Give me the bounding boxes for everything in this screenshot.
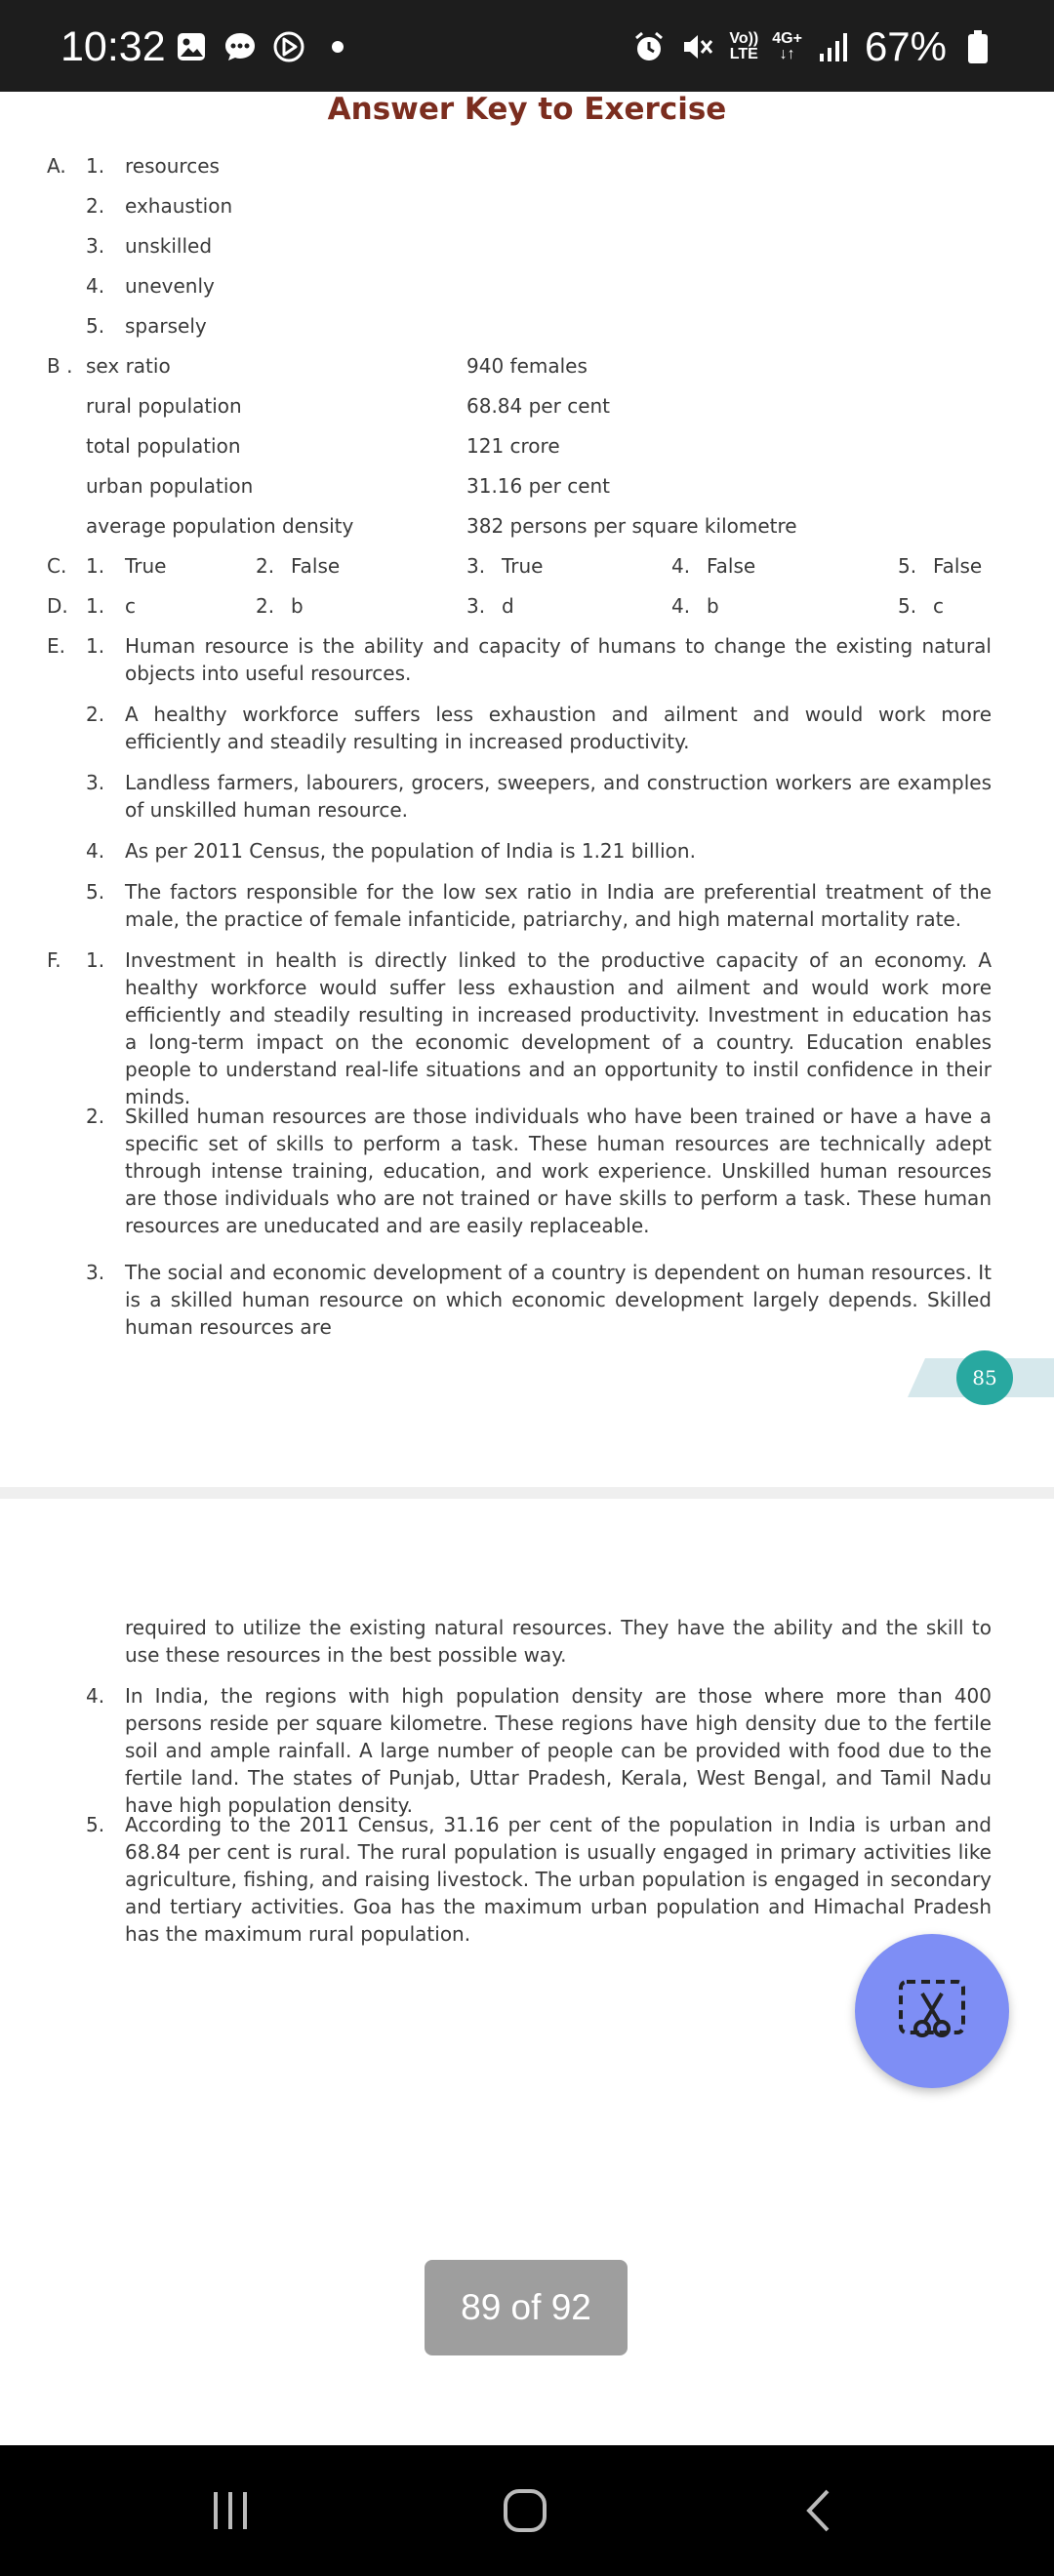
list-item-number: 5. (898, 554, 917, 578)
list-item: resources (125, 154, 220, 178)
match-value: 940 females (466, 354, 588, 378)
list-item-number: 5. (86, 880, 105, 904)
match-value: 382 persons per square kilometre (466, 514, 797, 538)
section-letter-a: A. (47, 154, 66, 178)
list-item-number: 1. (86, 948, 105, 972)
list-item-number: 3. (466, 594, 486, 618)
status-bar (0, 0, 1054, 92)
list-item: unskilled (125, 234, 213, 258)
list-item-number: 1. (86, 154, 105, 178)
list-item-number: 5. (86, 314, 105, 338)
list-item-number: 2. (86, 1105, 105, 1128)
match-term: rural population (86, 394, 242, 418)
list-item: b (291, 594, 304, 618)
list-item: False (707, 554, 756, 578)
answer-text: A healthy workforce suffers less exhaustion and ailment and would work more efficiently and steadily resulting in increased productivity. (125, 703, 992, 753)
answer-text: Landless farmers, labourers, grocers, sweepers, and construction workers are examples of unskilled human resource. (125, 771, 992, 822)
gallery-icon (174, 29, 209, 64)
volte-indicator: Vo)) LTE (729, 30, 759, 62)
list-item-number: 2. (86, 194, 105, 218)
page-divider (0, 1487, 1054, 1499)
back-button[interactable] (781, 2476, 859, 2545)
section-letter-d: D. (47, 594, 68, 618)
list-item: False (933, 554, 983, 578)
recents-button[interactable] (191, 2476, 269, 2545)
list-item: True (125, 554, 167, 578)
list-item-number: 2. (86, 703, 105, 726)
match-value: 31.16 per cent (466, 474, 611, 498)
home-button[interactable] (486, 2476, 564, 2545)
section-letter-e: E. (47, 634, 65, 658)
clock: 10:32 (61, 23, 166, 70)
section-letter-f: F. (47, 948, 61, 972)
list-item-number: 4. (86, 1684, 105, 1708)
list-item: True (502, 554, 544, 578)
list-item-number: 4. (671, 554, 691, 578)
answer-text-continued: required to utilize the existing natural resources. They have the ability and the skill to use these resources in the best possible way. (125, 1616, 992, 1667)
page-indicator: 89 of 92 (425, 2260, 628, 2355)
chat-icon (223, 29, 258, 64)
match-term: sex ratio (86, 354, 171, 378)
list-item: c (125, 594, 136, 618)
screenshot-crop-icon (895, 1974, 969, 2048)
list-item: unevenly (125, 274, 215, 298)
answer-text: In India, the regions with high population density are those where more than 400 persons reside per square kilometre. These regions have high density due to the fertile soil and ample rainfall. A large number of people can be provided with food due to the fertile land. The states of Punjab, Uttar Pradesh, Kerala, West Bengal, and Tamil Nadu have high population density. (125, 1684, 992, 1817)
list-item: sparsely (125, 314, 207, 338)
battery-icon (960, 29, 995, 64)
page-number-badge: 85 (956, 1350, 1013, 1405)
home-icon (501, 2486, 549, 2535)
navigation-bar (0, 2445, 1054, 2576)
section-letter-b: B . (47, 354, 73, 378)
answer-text: According to the 2011 Census, 31.16 per cent of the population in India is urban and 68.84 per cent is rural. The rural population is usually engaged in primary activities like agriculture, fishing, and raising livestock. The urban population is engaged in secondary and tertiary activities. Goa has the maximum urban population and Himachal Pradesh has the maximum rural population. (125, 1813, 992, 1946)
mute-icon (680, 29, 715, 64)
list-item: d (502, 594, 514, 618)
recents-icon (206, 2486, 255, 2535)
list-item-number: 2. (256, 554, 275, 578)
back-icon (795, 2486, 844, 2535)
answer-text: Human resource is the ability and capacity of humans to change the existing natural objects into useful resources. (125, 634, 992, 685)
list-item-number: 4. (86, 274, 105, 298)
list-item: c (933, 594, 944, 618)
document-page-85 (0, 92, 1054, 1487)
list-item-number: 5. (898, 594, 917, 618)
list-item-number: 3. (86, 234, 105, 258)
answer-text: As per 2011 Census, the population of India is 1.21 billion. (125, 839, 696, 863)
battery-percent: 67% (864, 23, 947, 69)
screenshot-crop-button[interactable] (855, 1934, 1009, 2088)
notification-icons (174, 29, 355, 64)
dot-icon (320, 29, 355, 64)
list-item: b (707, 594, 719, 618)
match-term: average population density (86, 514, 354, 538)
list-item-number: 3. (86, 771, 105, 794)
app-icon (271, 29, 306, 64)
answer-text: Skilled human resources are those individuals who have been trained or have a have a specific set of skills to perform a task. These human resources are technically adept through intense training, education, and work experience. Unskilled human resources are those individuals who are not trained or have skills to perform a task. These human resources are uneducated and are easily replaceable. (125, 1105, 992, 1237)
alarm-icon (631, 29, 667, 64)
list-item-number: 1. (86, 634, 105, 658)
list-item: False (291, 554, 341, 578)
match-term: urban population (86, 474, 254, 498)
match-term: total population (86, 434, 241, 458)
system-icons (631, 23, 995, 70)
match-value: 121 crore (466, 434, 560, 458)
list-item-number: 1. (86, 554, 105, 578)
list-item-number: 5. (86, 1813, 105, 1836)
answer-text: Investment in health is directly linked to the productive capacity of an economy. A healthy workforce would suffer less exhaustion and ailment and would work more efficiently and steadily resulting in increased productivity. Investment in education has a long-term impact on the economic development of a country. Education enables people to understand real-life situations and an opportunity to instil confidence in their minds. (125, 948, 992, 1108)
network-type: 4G+ ↓↑ (772, 30, 802, 62)
answer-text: The factors responsible for the low sex ratio in India are preferential treatment of the male, the practice of female infanticide, patriarchy, and high maternal mortality rate. (125, 880, 992, 931)
signal-icon (816, 29, 851, 64)
page-title: Answer Key to Exercise (327, 92, 727, 127)
list-item-number: 4. (671, 594, 691, 618)
list-item: exhaustion (125, 194, 233, 218)
answer-text: The social and economic development of a country is dependent on human resources. It is a skilled human resource on which economic development largely depends. Skilled human resources are (125, 1261, 992, 1339)
list-item-number: 3. (466, 554, 486, 578)
list-item-number: 2. (256, 594, 275, 618)
list-item-number: 1. (86, 594, 105, 618)
list-item-number: 3. (86, 1261, 105, 1284)
list-item-number: 4. (86, 839, 105, 863)
match-value: 68.84 per cent (466, 394, 611, 418)
section-letter-c: C. (47, 554, 67, 578)
